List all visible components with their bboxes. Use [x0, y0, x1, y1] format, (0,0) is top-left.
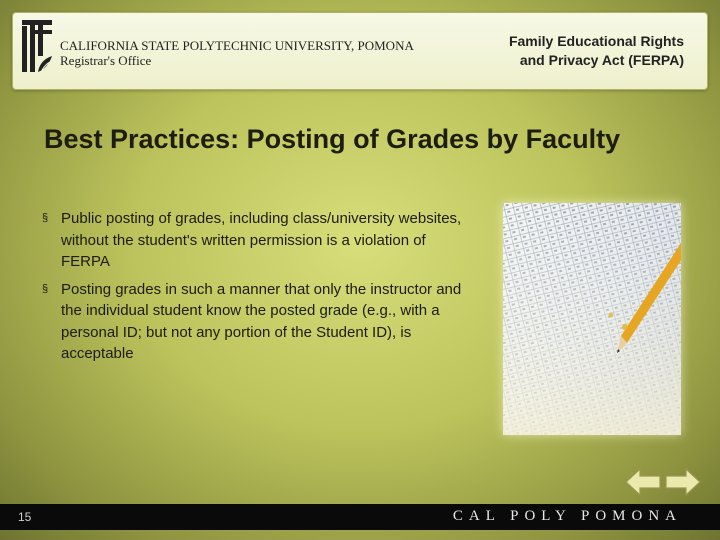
- slide-title: Best Practices: Posting of Grades by Faculty: [44, 124, 621, 154]
- ferpa-title-line-1: Family Educational Rights: [508, 33, 684, 49]
- arrow-right-icon[interactable]: [664, 466, 702, 498]
- ferpa-title: [464, 32, 684, 70]
- grade-sheet-photo: [503, 203, 681, 435]
- university-logo-icon: [22, 20, 56, 78]
- cal-poly-pomona-wordmark: CAL POLY POMONA: [452, 508, 682, 524]
- bullet-item: [42, 208, 470, 273]
- office-name: Registrar's Office: [60, 53, 152, 68]
- slide-number: 15: [18, 510, 32, 524]
- bullet-item: [42, 279, 470, 365]
- bullet-text: Public posting of grades, including class/university websites, without the student's written permission is a violation of FERPA: [61, 210, 462, 270]
- ferpa-title-line-2: and Privacy Act (FERPA): [519, 52, 684, 68]
- bullet-list: [42, 208, 470, 371]
- arrow-left-icon[interactable]: [624, 466, 662, 498]
- university-name: CALIFORNIA STATE POLYTECHNIC UNIVERSITY, POMONA: [60, 38, 414, 53]
- bullet-marker: §: [42, 212, 49, 224]
- grade-sheet-illustration: [503, 203, 681, 435]
- bullet-text: Posting grades in such a manner that only the instructor and the individual student know the posted grade (e.g., with a personal ID; but not any portion of the Student ID), is acceptable: [61, 280, 462, 362]
- bullet-marker: §: [42, 282, 49, 295]
